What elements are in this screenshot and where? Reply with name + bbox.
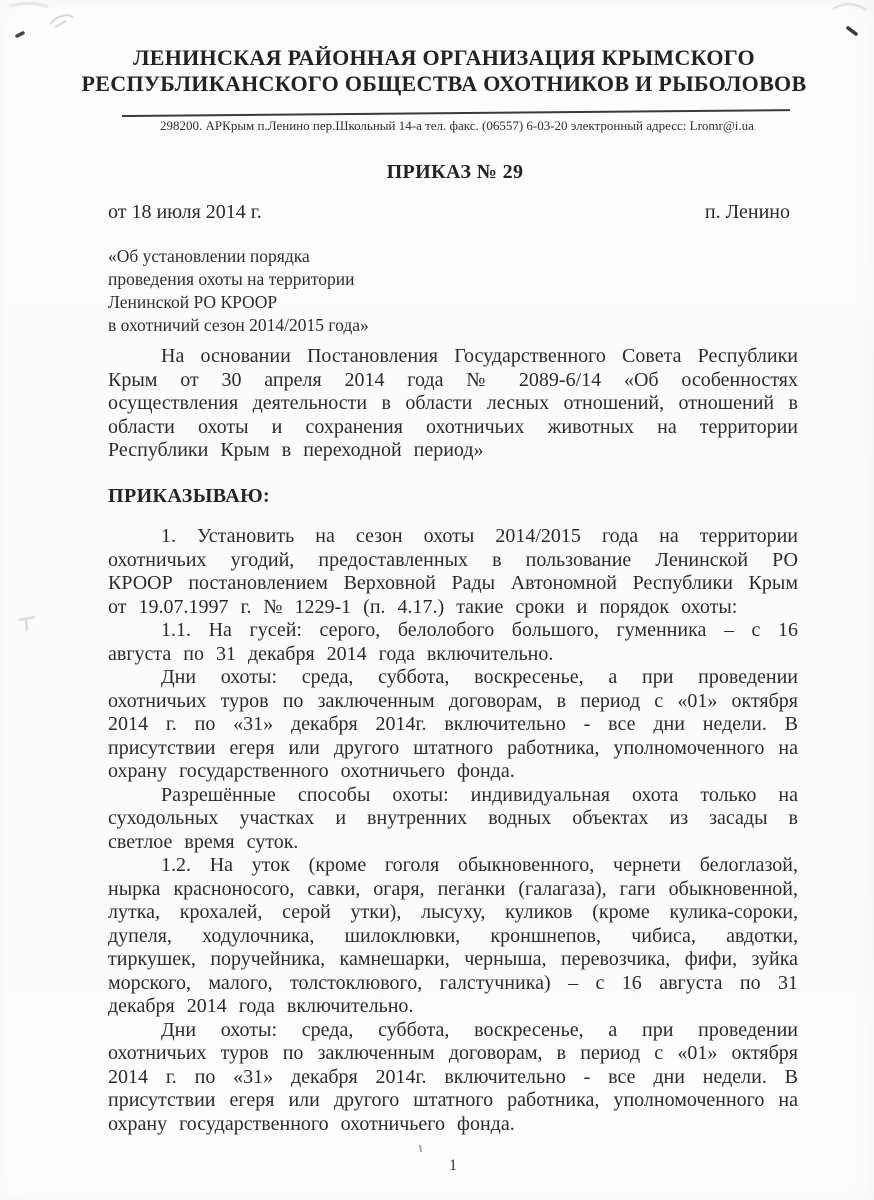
scan-ink-dot-left bbox=[17, 33, 23, 36]
page-number: 1 bbox=[449, 1157, 457, 1174]
body-paragraph: 1.1. На гусей: серого, белолобого большого, гуменника – с 16 августа по 31 декабря 2014 года включительно. bbox=[108, 619, 798, 665]
order-title: ПРИКАЗ № 29 bbox=[386, 161, 524, 183]
date-place-row bbox=[108, 201, 790, 224]
order-preamble: На основании Постановления Государственного Совета Республики Крым от 30 апреля 2014 года № 2089-6/14 «Об особенностях осуществления деятельности в области лесных отношений, отношений в области охоты и сохранения охотничьих животных на территории Республики Крым в переходной период» bbox=[108, 345, 798, 461]
order-subject bbox=[108, 245, 369, 337]
scan-ink-tick-top-right bbox=[848, 28, 856, 34]
letterhead-org-line-1: ЛЕНИНСКАЯ РАЙОННАЯ ОРГАНИЗАЦИЯ КРЫМСКОГО bbox=[133, 45, 755, 70]
letterhead-org-line-2: РЕСПУБЛИКАНСКОГО ОБЩЕСТВА ОХОТНИКОВ И РЫБОЛОВОВ bbox=[81, 71, 807, 96]
letterhead-divider-rule bbox=[122, 109, 790, 117]
order-date: от 18 июля 2014 г. bbox=[108, 201, 262, 223]
scan-smudge-top-right bbox=[833, 4, 866, 10]
letterhead-address-line: 298200. АРКрым п.Ленино пер.Школьный 14-а тел. факс. (06557) 6-03-20 электронный адресс: Lromr@i.ua bbox=[160, 118, 754, 133]
body-paragraph: 1.2. На уток (кроме гоголя обыкновенного, чернети белоглазой, нырка красноносого, савки, огаря, пеганки (галагаза), гаги обыкновенной, лутка, крохалей, серой утки), лысуху, куликов (кроме кулика-сороки, дупеля, ходулочника, шилоклювки, кроншнепов, чибиса, авдотки, тиркушек, поручейника, камнешарки, черныша, перевозчика, фифи, зуйка морского, малого, толстоклювого, галстучника) – с 16 августа по 31 декабря 2014 года включительно. bbox=[108, 854, 798, 1017]
body-paragraph: Разрешённые способы охоты: индивидуальная охота только на суходольных участках и внутренних водных объектах из засады в светлое время суток. bbox=[108, 783, 798, 853]
order-body bbox=[108, 345, 798, 1136]
order-subject-line: «Об установлении порядка bbox=[108, 246, 310, 266]
order-subject-line: проведения охоты на территории bbox=[108, 269, 355, 289]
scan-scribble-top-left bbox=[50, 15, 73, 27]
resolution-word: ПРИКАЗЫВАЮ: bbox=[108, 484, 271, 507]
order-place: п. Ленино bbox=[704, 201, 790, 223]
body-paragraph: Дни охоты: среда, суббота, воскресенье, а при проведении охотничьих туров по заключенным договорам, в период с «01» октября 2014 г. по «31» декабря 2014г. включительно - все дни недели. В присутствии егеря или другого штатного работника, уполномоченного на охрану государственного охотничьего фонда. bbox=[108, 666, 798, 782]
scan-pencil-t-mark-left bbox=[19, 617, 35, 631]
order-subject-line: Ленинской РО КРООР bbox=[108, 292, 278, 312]
body-paragraph: Дни охоты: среда, суббота, воскресенье, а при проведении охотничьих туров по заключенным договорам, в период с «01» октября 2014 г. по «31» декабря 2014г. включительно - все дни недели. В присутствии егеря или другого штатного работника, уполномоченного на охрану государственного охотничьего фонда. bbox=[108, 1018, 798, 1135]
body-paragraph: 1. Установить на сезон охоты 2014/2015 года на территории охотничьих угодий, предоставленных в пользование Ленинской РО КРООР постановлением Верховной Рады Автономной Республики Крым от 19.07.1997 г. № 1229-1 (п. 4.17.) такие сроки и порядок охоты: bbox=[108, 525, 798, 618]
scan-smudge-top-left bbox=[10, 3, 48, 7]
order-subject-line: в охотничий сезон 2014/2015 года» bbox=[108, 315, 369, 335]
scan-apostrophe-mark-bottom bbox=[420, 1145, 421, 1152]
letterhead-org-name bbox=[0, 45, 874, 97]
